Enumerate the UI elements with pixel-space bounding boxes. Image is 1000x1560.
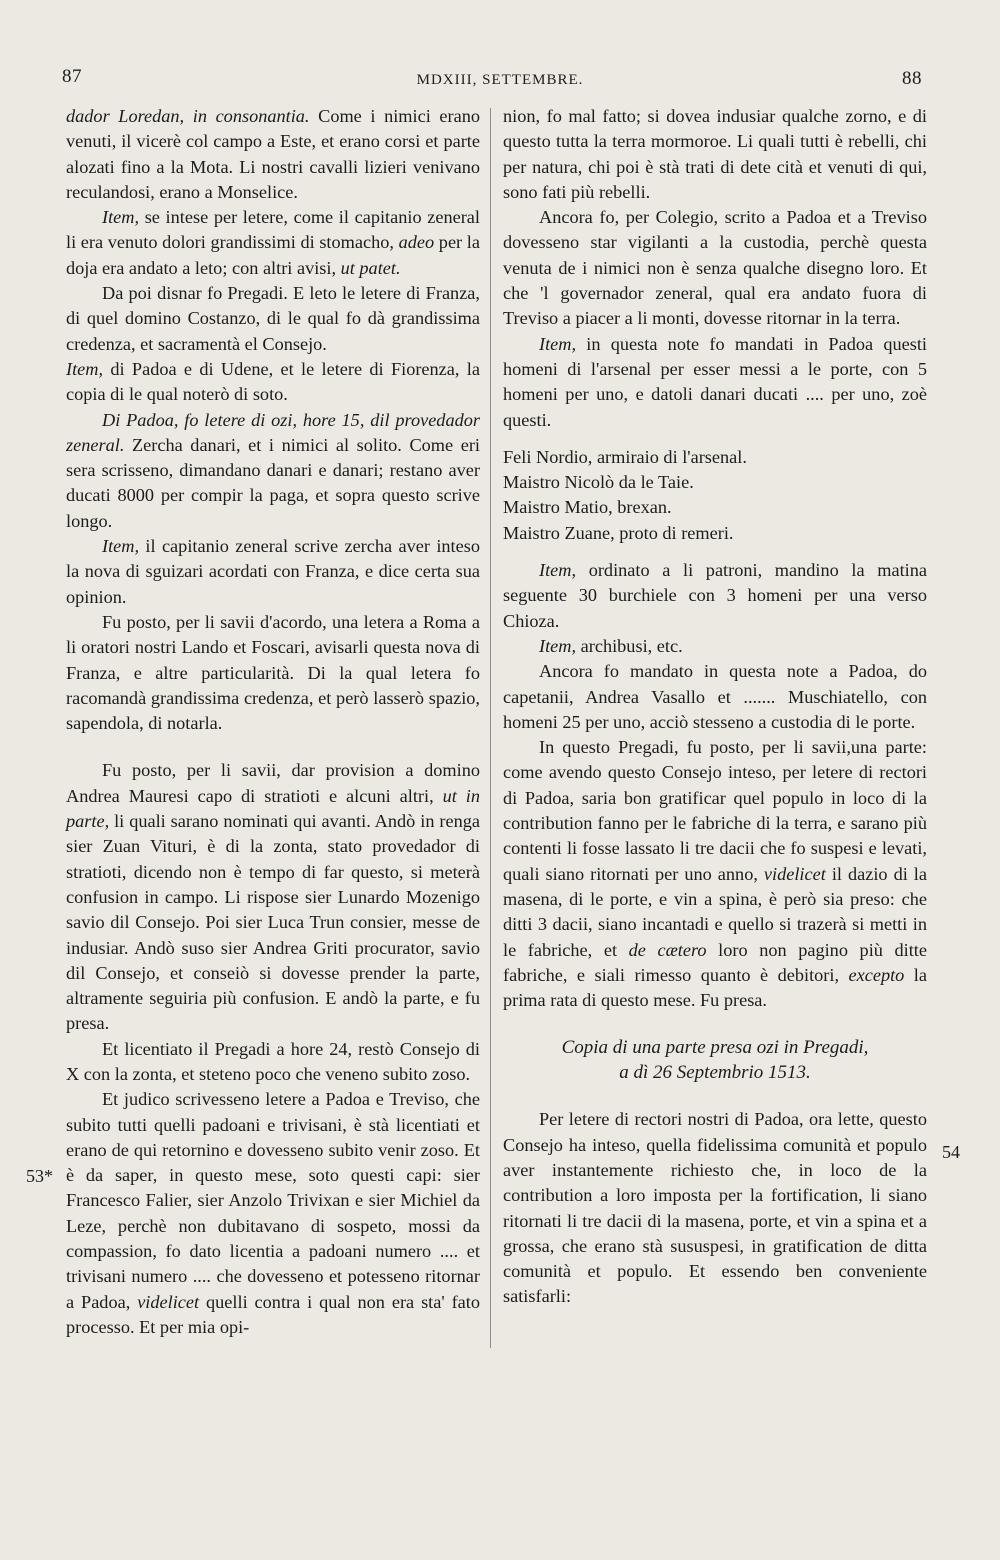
name-list-item: Maistro Nicolò da le Taie. (503, 472, 694, 493)
text: Da poi disnar fo Pregadi. E leto le letere di Franza, di quel domino Costanzo, di le qual fo dà grandissima credenza, et sacramentà el Consejo. (66, 283, 480, 354)
text: in questa note fo mandati in Padoa questi homeni di l'arsenal per esser messi a le porte, con 5 homeni per uno, e datoli danari ducati .... per uno, zoè questi. (503, 333, 927, 430)
text: Fu posto, per li savii, dar provision a domino Andrea Mauresi capo di stratioti e alcuni altri, (66, 760, 480, 806)
spacer (66, 736, 480, 758)
text: Ancora fo, per Colegio, scrito a Padoa et a Treviso dovesseno star vigilanti a la custodia, perchè questa venuta de i nimici non è senza qualche disegno loro. Et che 'l governador zeneral, qual era andato fuora di Treviso a piacer a li monti, dovesse ritornar in la terra. (503, 207, 927, 329)
name-list-item: Maistro Matio, brexan. (503, 497, 672, 518)
italic-text: videlicet (137, 1291, 200, 1312)
paragraph (66, 357, 480, 408)
text: nion, fo mal fatto; si dovea indusiar qualche zorno, e di questo tutta la terra mormoroe. Li quali tutti è rebelli, chi per natura, chi poi è stà trati di dete cità et venuti di qui, sono fati più rebelli. (503, 106, 927, 202)
text: la prima rata di questo mese. Fu presa. (503, 964, 927, 1011)
italic-text: ut patet. (340, 257, 401, 278)
section-heading: a dì 26 Septembrio 1513. (619, 1062, 811, 1084)
text: loro non pagino più ditte fabriche, e siali rimesso quanto è debitori, (503, 939, 928, 985)
text: Fu posto, per li savii d'acordo, una letera a Roma a li oratori nostri Lando et Foscari, avisarli questa nova di Franza, e altre particularità. Di la qual letera fo racomandà grandissima credenza, et però lasserò spazio, sapendola, di notarla. (66, 611, 480, 734)
margin-number-right: 54 (942, 1142, 960, 1162)
paragraph (503, 332, 927, 433)
text: ordinato a li patroni, mandino la matina seguente 30 burchiele con 3 homeni per una verso Chioza. (503, 560, 927, 631)
italic-text: excepto (848, 964, 905, 985)
column-divider (490, 108, 491, 1348)
text: il dazio di la masena, di le porte, e vin a spina, è però sia preso: che ditti 3 dacii, siano incantadi e quello si trazerà si metti in le fabriche, et (503, 863, 927, 960)
text: per la doja era andato a leto; con altri avisi, (66, 232, 480, 278)
paragraph (66, 205, 480, 281)
text: Come i nimici erano venuti, il vicerè col campo a Este, et erano corsi et parte alozati fino a la Mota. Li nostri cavalli lizieri venivano reculandosi, erano a Monselice. (66, 106, 480, 202)
page-number-left: 87 (62, 66, 82, 87)
text: Per letere di rectori nostri di Padoa, ora lette, questo Consejo ha inteso, quella fidelissima comunità et populo aver instantemente richiesto che, in loco de la contribution a loro imposta per la fortification, li siano ritornati li tre dacii di la masena, porte, et vin a spina et a grossa, che erano stà sususpesi, in gratification de ditta comunità et populo. Et essendo ben conveniente satisfarli: (503, 1109, 927, 1307)
page-number-right: 88 (902, 68, 922, 89)
text: Et licentiato il Pregadi a hore 24, restò Consejo di X con la zonta, et steteno poco che veneno subito zoso. (66, 1038, 480, 1084)
italic-text: Item, (539, 635, 577, 656)
left-column (66, 104, 480, 1340)
spacer (503, 433, 927, 445)
italic-text: Item, (66, 358, 104, 379)
paragraph (503, 735, 927, 1013)
italic-text: Item, (102, 536, 140, 557)
text: se intese per letere, come il capitanio zeneral li era venuto dolori grandissimi di stomacho, (66, 207, 480, 253)
italic-text: Di Padoa, fo letere di ozi, hore 15, dil provedador zeneral. (66, 409, 480, 455)
italic-text: adeo (398, 232, 435, 253)
paragraph (66, 104, 480, 205)
italic-text: de cætero (628, 939, 707, 960)
paragraph (66, 408, 480, 534)
running-title: MDXIII, SETTEMBRE. (416, 72, 584, 88)
right-column (503, 104, 927, 1310)
paragraph (503, 558, 927, 634)
paragraph (503, 205, 927, 331)
italic-text: Item, (102, 207, 140, 228)
italic-text: videlicet (763, 863, 826, 884)
text: quelli contra i qual non era sta' fato processo. Et per mia opi- (66, 1291, 480, 1337)
italic-text: dador Loredan, in consonantia. (66, 106, 310, 126)
spacer (503, 546, 927, 558)
paragraph (66, 758, 480, 1036)
paragraph (66, 1037, 480, 1088)
text: di Padoa e di Udene, et le letere di Fiorenza, la copia di le qual noterò di soto. (66, 358, 480, 405)
text: archibusi, etc. (576, 635, 683, 656)
paragraph (503, 659, 927, 735)
section-heading: Copia di una parte presa ozi in Pregadi, (561, 1037, 869, 1059)
name-list-item: Feli Nordio, armiraio di l'arsenal. (503, 446, 747, 467)
spacer (503, 1013, 927, 1035)
paragraph (66, 534, 480, 610)
paragraph (66, 610, 480, 736)
paragraph (66, 1087, 480, 1340)
italic-text: Item, (539, 560, 577, 581)
margin-number-left: 53* (26, 1166, 53, 1186)
paragraph (503, 104, 927, 205)
text: Ancora fo mandato in questa note a Padoa, do capetanii, Andrea Vasallo et ....... Muschiatello, con homeni 25 per uno, acciò stesseno a custodia di le porte. (503, 661, 927, 732)
text: Zercha danari, et i nimici al solito. Come eri sera scrisseno, dimandano danari e danari; restano aver ducati 8000 per compir la paga, et sopra questo scrive longo. (66, 434, 480, 531)
paragraph (503, 1107, 927, 1309)
text: li quali sarano nominati qui avanti. Andò in renga sier Zuan Vituri, è di la zonta, stato provedador di stratioti, dicendo non è tempo di far questo, si meterà confusion in campo. Li rispose sier Lunardo Mozenigo savio dil Consejo. Poi sier Luca Trun consier, messe de indusiar. Andò suso sier Andrea Griti procurator, savio dil Consejo, et conseiò si dovesse prender la parte, altramente seguiria più confusion. E andò la parte, e fu presa. (66, 811, 480, 1034)
paragraph (503, 634, 927, 659)
italic-text: Item, (539, 333, 577, 354)
text: il capitanio zeneral scrive zercha aver inteso la nova di sguizari acordati con Franza, e dice certa sua opinion. (66, 536, 480, 607)
italic-text: ut in parte, (66, 785, 481, 832)
text: Et judico scrivesseno letere a Padoa e Treviso, che subito tutti quelli padoani e trivisani, è stà licentiati et erano de qui retornino e dovesseno subito venir zoso. Et è da saper, in questo mese, soto questi capi: sier Francesco Falier, sier Anzolo Trivixan e sier Michiel da Leze, perchè non dubitavano di sospeto, mossi da compassion, fo dato licentia a padoani numero .... et trivisani numero .... che dovesseno et potesseno ritornar a Padoa, (66, 1089, 480, 1312)
spacer (503, 1085, 927, 1107)
paragraph (66, 281, 480, 357)
text: In questo Pregadi, fu posto, per li savii,una parte: come avendo questo Consejo inteso, per letere di rectori di Padoa, saria bon gratificar quel populo in loco di la contribution fanno per le fabriche di la terra, e sarano più contenti li fosse lassato li tre dacii che fo suspesi e levati, quali siano ritornati per uno anno, (503, 737, 927, 884)
name-list-item: Maistro Zuane, proto di remeri. (503, 522, 734, 543)
